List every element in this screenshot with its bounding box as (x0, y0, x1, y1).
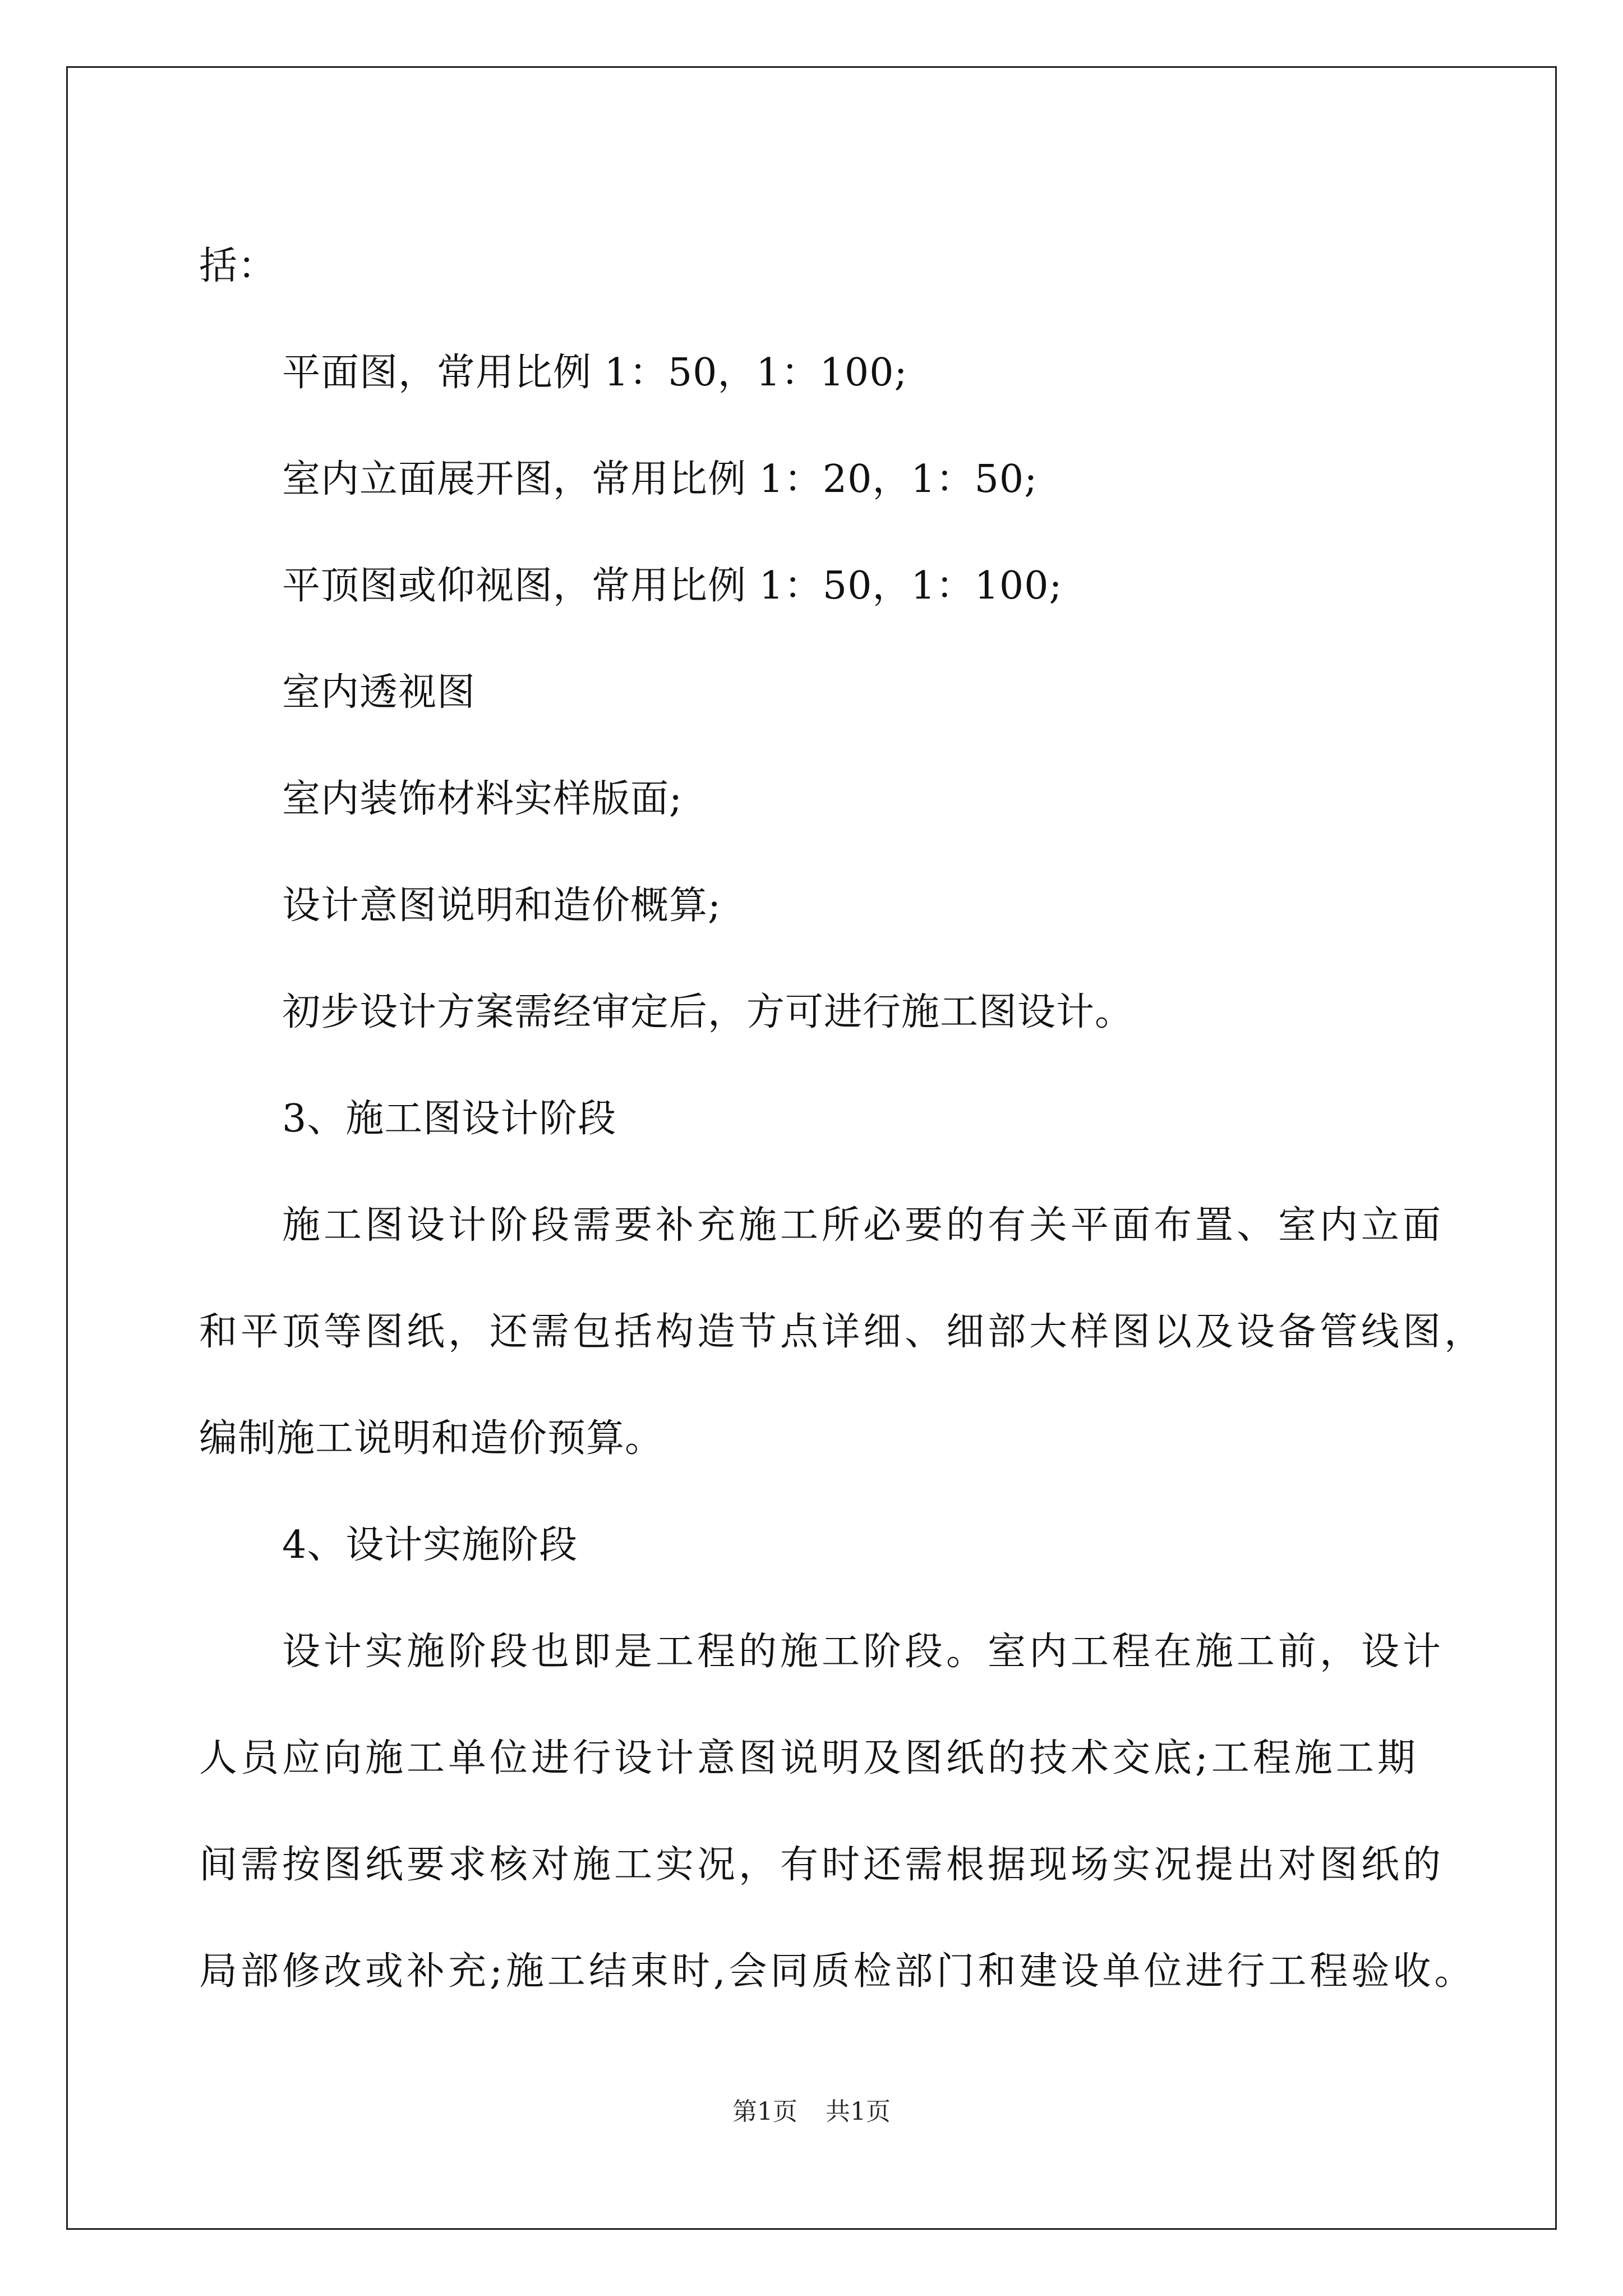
text-line-17: 局部修改或补充;施工结束时,会同质检部门和建设单位进行工程验收。 (199, 1949, 1476, 1994)
text-line-12: 编制施工说明和造价预算。 (199, 1416, 664, 1461)
text-line-8: 初步设计方案需经审定后，方可进行施工图设计。 (282, 990, 1134, 1034)
page-number: 第1页 (732, 2097, 797, 2126)
document-body (199, 213, 1486, 2025)
text-line-4: 平顶图或仰视图，常用比例 1：50，1：100; (282, 564, 1063, 608)
text-line-2: 平面图，常用比例 1：50，1：100; (282, 351, 908, 395)
page-total: 共1页 (826, 2097, 891, 2126)
text-line-16: 间需按图纸要求核对施工实况，有时还需根据现场实况提出对图纸的 (199, 1843, 1445, 1887)
text-line-15: 人员应向施工单位进行设计意图说明及图纸的技术交底;工程施工期 (199, 1736, 1419, 1780)
text-line-11: 和平顶等图纸，还需包括构造节点详细、细部大样图以及设备管线图， (199, 1310, 1486, 1354)
text-line-6: 室内装饰材料实样版面; (282, 777, 683, 821)
text-line-1: 括： (199, 244, 277, 288)
text-line-7: 设计意图说明和造价概算; (282, 884, 721, 928)
text-line-10: 施工图设计阶段需要补充施工所必要的有关平面布置、室内立面 (282, 1203, 1445, 1248)
text-line-14: 设计实施阶段也即是工程的施工阶段。室内工程在施工前，设计 (282, 1630, 1445, 1674)
text-line-5: 室内透视图 (282, 670, 476, 715)
text-line-3: 室内立面展开图，常用比例 1：20，1：50; (282, 457, 1038, 501)
section-heading-3: 3、施工图设计阶段 (282, 1097, 617, 1141)
section-heading-4: 4、设计实施阶段 (282, 1523, 578, 1567)
page-footer (0, 2095, 1623, 2129)
